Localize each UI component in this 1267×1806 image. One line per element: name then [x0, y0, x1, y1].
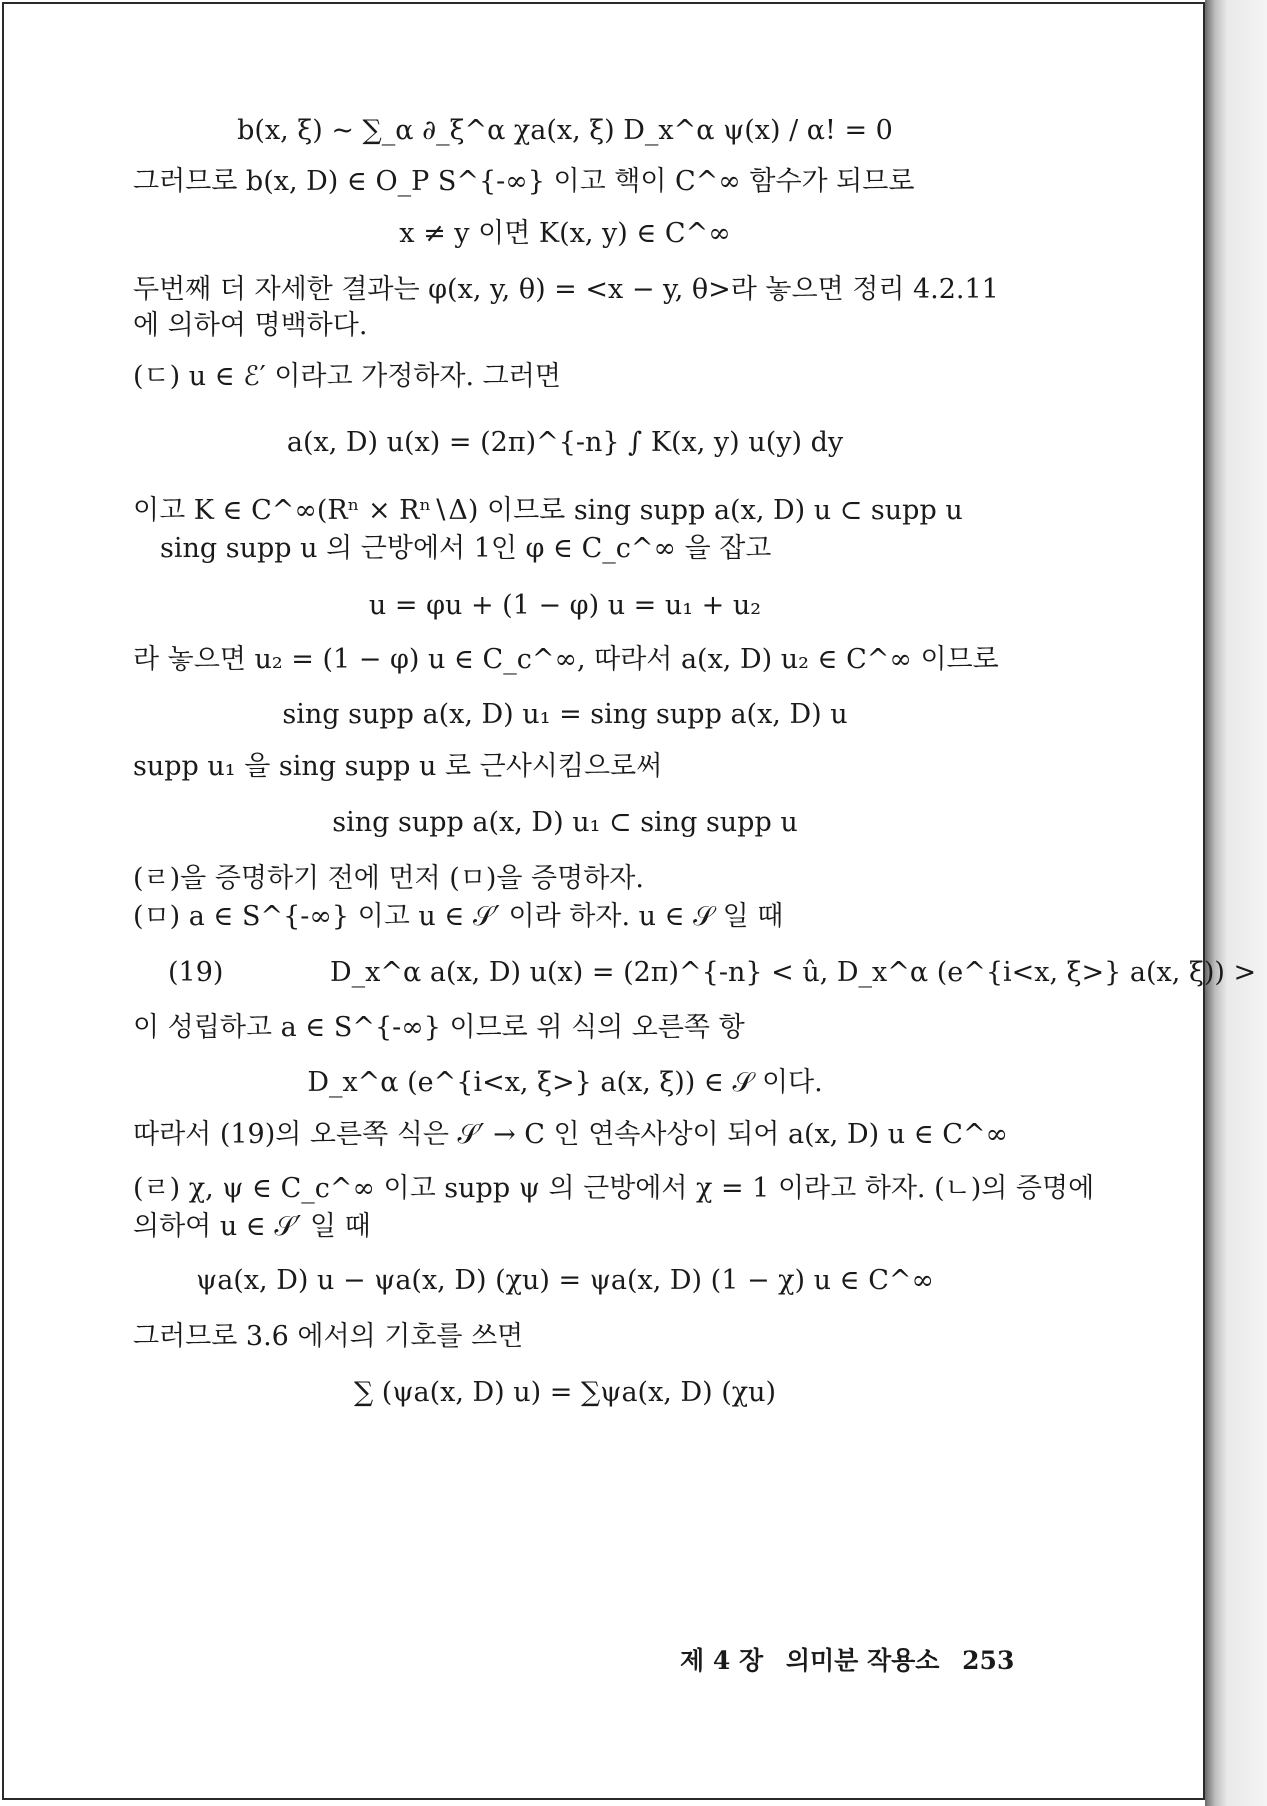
text-line: 두번째 더 자세한 결과는 φ(x, y, θ) = <x − y, θ>라 놓으면 정리 4.2.11 [133, 274, 999, 305]
scrollbar-track[interactable] [1205, 0, 1267, 1806]
equation-line: D_x^α a(x, D) u(x) = (2π)^{-n} < û, D_x^α (e^{i<x, ξ>} a(x, ξ)) > [330, 957, 1257, 988]
text-line: (ㄹ) χ, ψ ∈ C_c^∞ 이고 supp ψ 의 근방에서 χ = 1 이라고 하자. (ㄴ)의 증명에 [133, 1173, 1095, 1204]
footer-title: 의미분 작용소 [785, 1646, 940, 1675]
text-line: 에 의하여 명백하다. [133, 310, 368, 341]
equation-line: x ≠ y 이면 K(x, y) ∈ C^∞ [399, 218, 731, 249]
text-line: supp u₁ 을 sing supp u 로 근사시킴으로써 [133, 751, 663, 782]
footer-chapter: 제 4 장 [680, 1646, 764, 1675]
equation-line: sing supp a(x, D) u₁ = sing supp a(x, D) u [282, 699, 848, 730]
page-number: 253 [962, 1646, 1015, 1675]
text-line: (ㄷ) u ∈ ℰ′ 이라고 가정하자. 그러면 [133, 361, 561, 392]
equation-number: (19) [168, 957, 224, 988]
text-line: 이 성립하고 a ∈ S^{-∞} 이므로 위 식의 오른쪽 항 [133, 1012, 745, 1043]
text-line: 그러므로 b(x, D) ∈ O_P S^{-∞} 이고 핵이 C^∞ 함수가 되므로 [133, 166, 915, 197]
text-line: 의하여 u ∈ 𝒮′ 일 때 [133, 1211, 371, 1242]
equation-line: ∑ (ψa(x, D) u) = ∑ψa(x, D) (χu) [353, 1377, 777, 1408]
text-line: (ㅁ) a ∈ S^{-∞} 이고 u ∈ 𝒮′ 이라 하자. u ∈ 𝒮 일 때 [133, 901, 784, 932]
equation-line: b(x, ξ) ~ ∑_α ∂_ξ^α χa(x, ξ) D_x^α ψ(x) / α! = 0 [237, 115, 893, 146]
text-line: (ㄹ)을 증명하기 전에 먼저 (ㅁ)을 증명하자. [133, 863, 644, 894]
equation-line: D_x^α (e^{i<x, ξ>} a(x, ξ)) ∈ 𝒮 이다. [307, 1067, 823, 1098]
text-line: 따라서 (19)의 오른쪽 식은 𝒮′ → C 인 연속사상이 되어 a(x, D) u ∈ C^∞ [133, 1119, 1009, 1150]
text-line: 그러므로 3.6 에서의 기호를 쓰면 [133, 1321, 524, 1352]
equation-line: sing supp a(x, D) u₁ ⊂ sing supp u [332, 807, 798, 838]
equation-line: ψa(x, D) u − ψa(x, D) (χu) = ψa(x, D) (1 − χ) u ∈ C^∞ [196, 1265, 934, 1296]
text-line: sing supp u 의 근방에서 1인 φ ∈ C_c^∞ 을 잡고 [160, 533, 772, 564]
text-line: 라 놓으면 u₂ = (1 − φ) u ∈ C_c^∞, 따라서 a(x, D) u₂ ∈ C^∞ 이므로 [133, 644, 999, 675]
text-line: 이고 K ∈ C^∞(Rⁿ × Rⁿ∖Δ) 이므로 sing supp a(x, D) u ⊂ supp u [133, 495, 963, 526]
equation-line: a(x, D) u(x) = (2π)^{-n} ∫ K(x, y) u(y) dy [286, 427, 844, 458]
page-footer [680, 1641, 1028, 1677]
equation-line: u = φu + (1 − φ) u = u₁ + u₂ [368, 590, 762, 621]
